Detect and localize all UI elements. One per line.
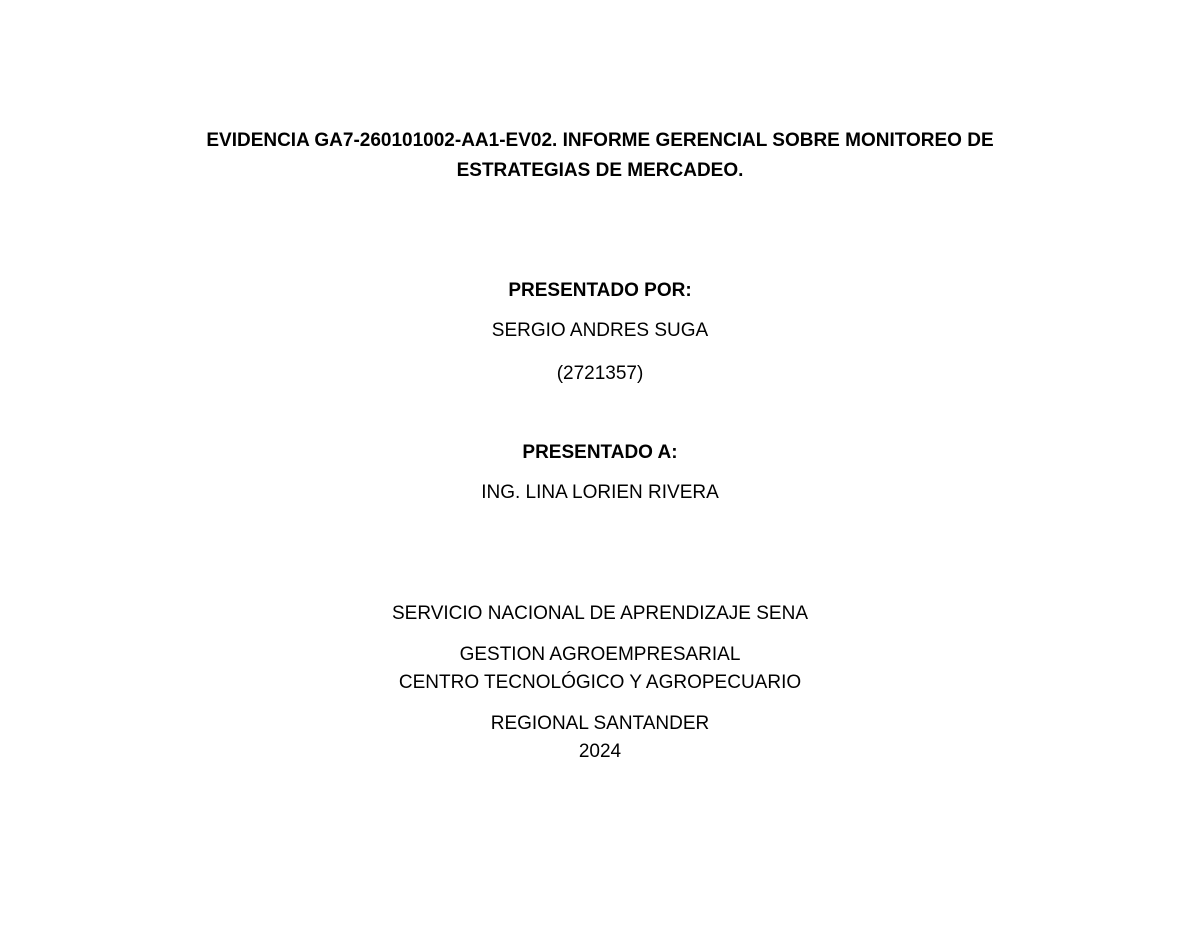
document-year: 2024	[578, 741, 622, 762]
center-name: CENTRO TECNOLÓGICO Y AGROPECUARIO	[398, 672, 802, 693]
document-title-line-1: EVIDENCIA GA7-260101002-AA1-EV02. INFORME GERENCIAL SOBRE MONITOREO DE	[206, 130, 994, 151]
region-name: REGIONAL SANTANDER	[490, 713, 710, 734]
institution-name: SERVICIO NACIONAL DE APRENDIZAJE SENA	[392, 603, 808, 624]
presented-by-label: PRESENTADO POR:	[508, 280, 692, 301]
presented-to-label: PRESENTADO A:	[522, 442, 678, 463]
program-name: GESTION AGROEMPRESARIAL	[459, 644, 741, 665]
recipient-name: ING. LINA LORIEN RIVERA	[481, 482, 719, 503]
document-title-line-2: ESTRATEGIAS DE MERCADEO.	[456, 160, 744, 181]
author-name: SERGIO ANDRES SUGA	[491, 320, 709, 341]
author-id: (2721357)	[556, 363, 644, 384]
